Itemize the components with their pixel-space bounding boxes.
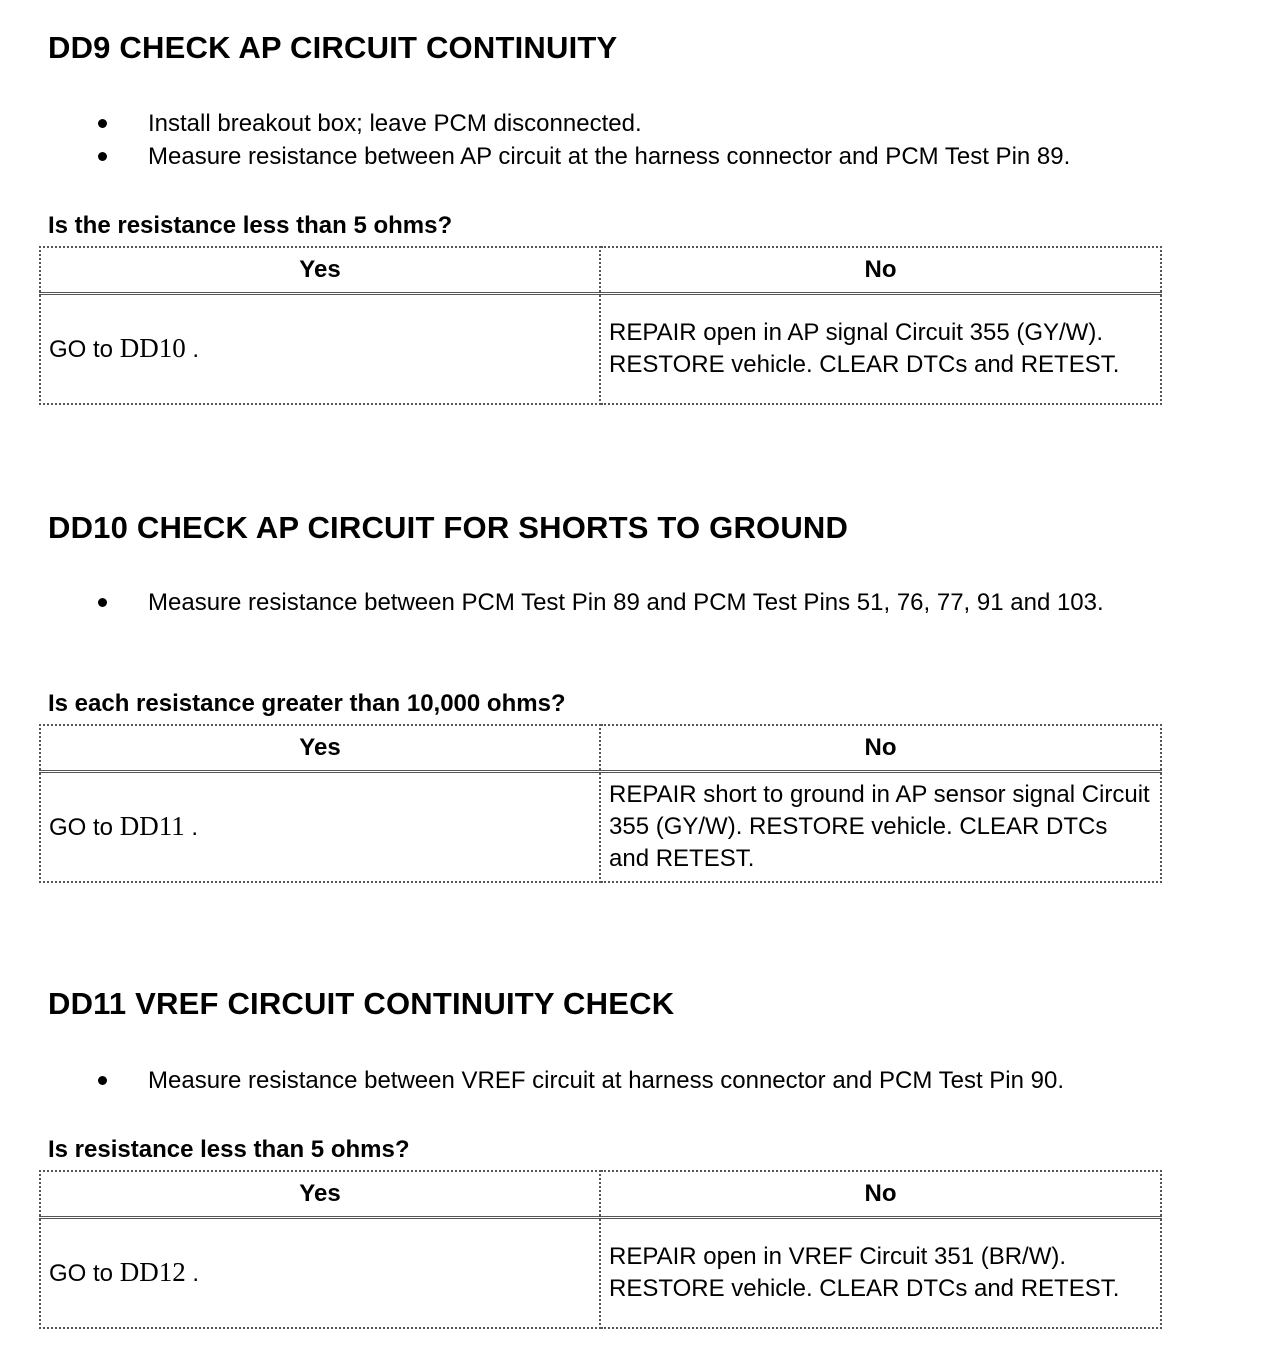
- decision-table: [39, 1170, 1162, 1329]
- question: Is resistance less than 5 ohms?: [48, 1136, 410, 1163]
- no-header: No: [600, 1171, 1161, 1218]
- decision-table: [39, 724, 1162, 883]
- no-action: REPAIR open in VREF Circuit 351 (BR/W). RESTORE vehicle. CLEAR DTCs and RETEST.: [600, 1218, 1161, 1329]
- bullet-icon: [98, 1076, 107, 1085]
- decision-table: [39, 246, 1162, 405]
- yes-header: Yes: [40, 725, 600, 772]
- bullet-icon: [98, 598, 107, 607]
- instruction-list: [0, 586, 1264, 619]
- step-dd10: [0, 510, 1264, 910]
- no-action: REPAIR open in AP signal Circuit 355 (GY/W). RESTORE vehicle. CLEAR DTCs and RETEST.: [600, 294, 1161, 405]
- list-item: Measure resistance between VREF circuit at harness connector and PCM Test Pin 90.: [0, 1064, 1264, 1097]
- instruction-list: [0, 1064, 1264, 1097]
- list-item: Measure resistance between AP circuit at the harness connector and PCM Test Pin 89.: [0, 140, 1264, 173]
- question: Is each resistance greater than 10,000 ohms?: [48, 690, 566, 717]
- yes-action: GO to DD10 .: [40, 294, 600, 405]
- goto-dd10-link[interactable]: DD10: [119, 333, 186, 363]
- goto-dd11-link[interactable]: DD11: [119, 811, 185, 841]
- bullet-icon: [98, 119, 107, 128]
- goto-dd12-link[interactable]: DD12: [119, 1257, 186, 1287]
- step-title: DD10 CHECK AP CIRCUIT FOR SHORTS TO GROUND: [48, 510, 849, 545]
- no-action: REPAIR short to ground in AP sensor signal Circuit 355 (GY/W). RESTORE vehicle. CLEAR DTCs and RETEST.: [600, 772, 1161, 883]
- step-dd9: [0, 30, 1264, 430]
- no-header: No: [600, 247, 1161, 294]
- step-dd11: [0, 986, 1264, 1356]
- step-title: DD11 VREF CIRCUIT CONTINUITY CHECK: [48, 986, 675, 1021]
- instruction-list: [0, 107, 1264, 173]
- no-header: No: [600, 725, 1161, 772]
- yes-header: Yes: [40, 247, 600, 294]
- list-item: Measure resistance between PCM Test Pin 89 and PCM Test Pins 51, 76, 77, 91 and 103.: [0, 586, 1264, 619]
- yes-action: GO to DD12 .: [40, 1218, 600, 1329]
- step-title: DD9 CHECK AP CIRCUIT CONTINUITY: [48, 30, 618, 65]
- list-item: Install breakout box; leave PCM disconnected.: [0, 107, 1264, 140]
- yes-header: Yes: [40, 1171, 600, 1218]
- question: Is the resistance less than 5 ohms?: [48, 212, 453, 239]
- yes-action: GO to DD11 .: [40, 772, 600, 883]
- bullet-icon: [98, 152, 107, 161]
